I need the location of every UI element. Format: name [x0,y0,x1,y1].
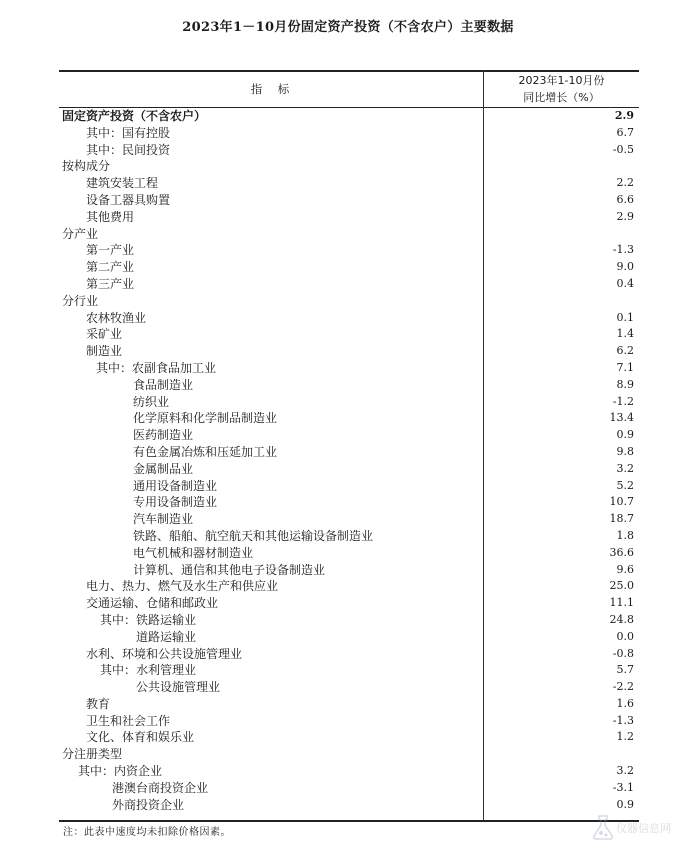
row-label: 制造业 [86,344,123,359]
row-value: -2.2 [612,680,634,694]
row-label: 食品制造业 [133,377,194,392]
row-value: 3.2 [616,764,634,778]
row-value: 13.4 [609,411,634,425]
table-footnote: 注：此表中速度均未扣除价格因素。 [63,827,231,838]
row-value: 0.1 [616,310,634,324]
row-value: 24.8 [609,612,634,626]
table-row [0,696,696,713]
table-row [0,612,696,629]
growth-header-period: 2023年1-10月份 [518,74,605,87]
table-row [0,461,696,478]
row-label: 其他费用 [86,209,135,224]
row-label: 汽车制造业 [133,512,194,527]
row-value: 1.4 [616,327,634,341]
table-row [0,175,696,192]
table-row [0,360,696,377]
table-row [0,410,696,427]
row-label: 建筑安装工程 [86,176,159,191]
table-row [0,679,696,696]
row-value: 3.2 [616,461,634,475]
watermark-logo [588,812,688,842]
row-label: 医药制造业 [133,428,194,443]
row-value: 0.0 [616,629,634,643]
table-row [0,158,696,175]
indicator-column-header: 指 标 [250,82,292,96]
table-row [0,242,696,259]
row-label: 化学原料和化学制品制造业 [133,411,278,426]
table-row [0,797,696,814]
table-row [0,746,696,763]
table-row [0,142,696,159]
table-row [0,293,696,310]
row-value: 36.6 [609,545,634,559]
row-value: 2.9 [614,109,634,122]
row-value: -1.2 [612,394,634,408]
table-row [0,662,696,679]
table-row [0,226,696,243]
table-row [0,763,696,780]
growth-header-unit: 同比增长（%） [523,91,600,104]
row-label: 教育 [86,696,111,711]
table-row [0,209,696,226]
row-value: 6.6 [616,192,634,206]
row-value: 6.2 [616,344,634,358]
row-label: 文化、体育和娱乐业 [86,730,195,745]
table-row [0,578,696,595]
table-row [0,494,696,511]
table-row [0,629,696,646]
row-value: 11.1 [609,596,634,610]
row-label: 通用设备制造业 [133,478,218,493]
row-label: 专用设备制造业 [133,495,218,510]
row-label: 卫生和社会工作 [86,713,171,728]
row-label: 有色金属冶炼和压延加工业 [133,444,278,459]
row-value: -1.3 [612,713,634,727]
row-label: 外商投资企业 [112,797,185,812]
row-value: -1.3 [612,243,634,257]
row-label: 其中：农副食品加工业 [96,360,217,375]
row-label: 纺织业 [133,394,170,409]
row-label: 分注册类型 [62,747,123,762]
row-label: 电气机械和器材制造业 [133,545,254,560]
row-label: 水利、环境和公共设施管理业 [86,646,243,661]
table-row [0,276,696,293]
row-value: 18.7 [609,512,634,526]
row-value: 8.9 [616,377,634,391]
row-value: 6.7 [616,125,634,139]
table-row [0,343,696,360]
table-row [0,511,696,528]
row-value: 9.8 [616,444,634,458]
row-value: 2.9 [616,209,634,223]
row-label: 第二产业 [86,260,135,275]
row-label: 其中：铁路运输业 [100,612,197,627]
table-row [0,646,696,663]
table-row [0,713,696,730]
row-label: 港澳台商投资企业 [112,780,209,795]
table-row [0,427,696,444]
row-value: 2.2 [616,176,634,190]
row-value: 10.7 [609,495,634,509]
row-label: 按构成分 [62,159,111,174]
table-row [0,780,696,797]
row-label: 固定资产投资（不含农户） [62,109,207,123]
table-row [0,259,696,276]
row-label: 农林牧渔业 [86,310,147,325]
row-value: 5.7 [616,663,634,677]
row-label: 分行业 [62,293,99,308]
row-label: 第三产业 [86,276,135,291]
table-row [0,108,696,125]
row-label: 其中：民间投资 [86,142,171,157]
row-value: 9.6 [616,562,634,576]
table-row [0,545,696,562]
flask-icon [588,812,618,842]
row-value: 25.0 [609,579,634,593]
table-row [0,125,696,142]
row-value: -0.5 [612,142,634,156]
table-row [0,478,696,495]
row-value: 9.0 [616,260,634,274]
row-value: 5.2 [616,478,634,492]
row-value: 1.2 [616,730,634,744]
page-title: 2023年1－10月份固定资产投资（不含农户）主要数据 [182,20,514,35]
row-label: 道路运输业 [136,629,197,644]
data-table-body [0,108,696,813]
table-row [0,310,696,327]
row-label: 分产业 [62,226,99,241]
watermark-text: 仪器信息网 [616,822,671,835]
row-value: 1.8 [616,528,634,542]
table-row [0,595,696,612]
row-label: 铁路、船舶、航空航天和其他运输设备制造业 [133,528,374,543]
growth-column-header [484,72,639,106]
table-row [0,394,696,411]
row-value: 7.1 [616,360,634,374]
table-bottom-rule [59,820,639,822]
row-value: -0.8 [612,646,634,660]
row-value: 1.6 [616,696,634,710]
row-label: 电力、热力、燃气及水生产和供应业 [86,579,279,594]
table-row [0,562,696,579]
row-label: 其中：水利管理业 [100,663,197,678]
table-row [0,377,696,394]
row-label: 采矿业 [86,327,123,342]
row-label: 金属制品业 [133,461,194,476]
row-label: 设备工器具购置 [86,192,171,207]
table-row [0,192,696,209]
table-row [0,326,696,343]
row-label: 公共设施管理业 [136,680,221,695]
table-row [0,444,696,461]
table-row [0,528,696,545]
row-label: 其中：国有控股 [86,125,171,140]
table-row [0,729,696,746]
row-value: 0.4 [616,276,634,290]
row-label: 交通运输、仓储和邮政业 [86,596,219,611]
row-label: 计算机、通信和其他电子设备制造业 [133,562,326,577]
row-value: 0.9 [616,428,634,442]
row-label: 第一产业 [86,243,135,258]
row-value: -3.1 [612,780,634,794]
row-value: 0.9 [616,797,634,811]
row-label: 其中：内资企业 [78,764,163,779]
